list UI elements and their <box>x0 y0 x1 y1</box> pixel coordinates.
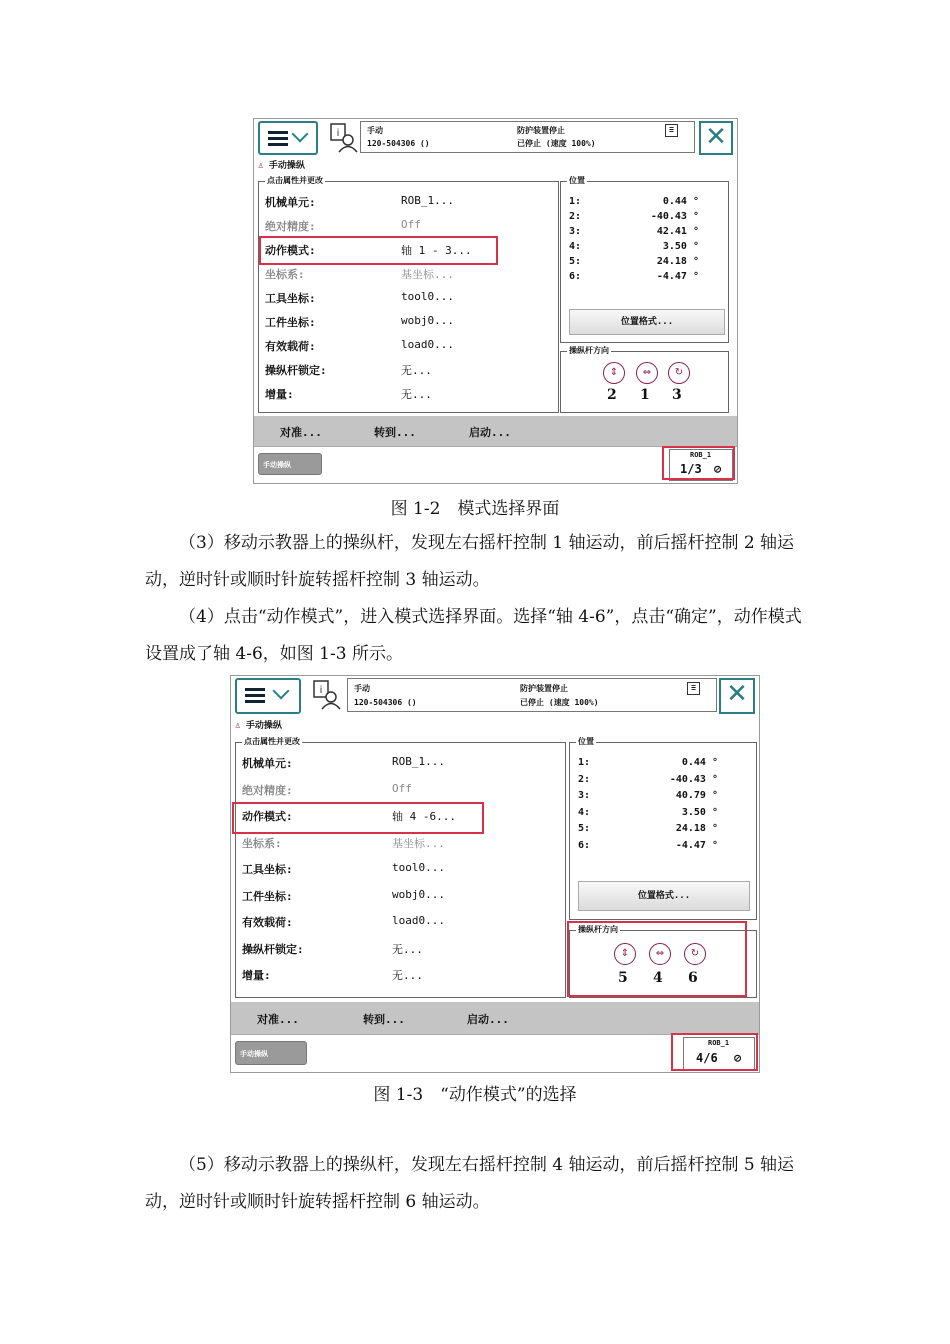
page-title: ♙ 手动操纵 <box>258 161 305 171</box>
property-label: 操纵杆锁定: <box>265 364 327 377</box>
axis-angle: 3.50 ° <box>681 806 718 818</box>
axis-angle: 0.44 ° <box>681 757 718 768</box>
close-button[interactable]: ✕ <box>699 121 733 155</box>
axis-angle: 24.18 ° <box>675 823 718 834</box>
property-label: 机械单元: <box>265 196 316 209</box>
joystick-updown-icon: ⇕ <box>603 362 625 384</box>
axis-angle: 40.79 ° <box>675 790 718 801</box>
position-legend: 位置 <box>578 737 594 746</box>
task-jog-button[interactable]: 手动操纵 <box>235 1041 307 1065</box>
rob-label: ROB_1 <box>708 1039 730 1047</box>
property-value: 无... <box>392 969 423 982</box>
main-menu-button[interactable] <box>235 678 301 714</box>
property-value: wobj0... <box>392 887 445 901</box>
safety-text: 防护装置停止 <box>520 684 568 693</box>
property-value: load0... <box>392 914 445 927</box>
axis-number: 3: <box>569 226 582 237</box>
property-label: 增量: <box>265 388 294 401</box>
safety-text: 防护装置停止 <box>517 126 565 135</box>
highlight-quickset <box>662 446 735 480</box>
header-bar <box>254 119 737 159</box>
axis-number: 5: <box>569 256 582 267</box>
axis-fraction: 1/3 <box>680 462 702 476</box>
action-bar <box>231 1002 759 1034</box>
header-bar <box>231 676 759 716</box>
highlight-action-mode <box>259 236 498 265</box>
axis-number: 6: <box>578 839 591 851</box>
property-label: 绝对精度: <box>265 220 316 233</box>
mode-text: 手动 <box>367 126 383 135</box>
axis-number: 2: <box>569 211 582 222</box>
status-box[interactable] <box>360 121 695 153</box>
axis-number: 5: <box>578 823 591 834</box>
axis-number: 3: <box>578 790 591 801</box>
joystick-number: 1 <box>640 387 650 403</box>
activate-button[interactable]: 启动... <box>467 1013 509 1026</box>
property-label: 工具坐标: <box>242 863 293 876</box>
joystick-number: 6 <box>688 970 698 986</box>
joystick-legend: 操纵杆方向 <box>578 925 618 934</box>
joystick-leftright-icon: ⇔ <box>649 943 671 965</box>
axis-number: 1: <box>578 757 591 768</box>
chevron-down-icon <box>292 126 309 143</box>
property-label: 动作模式: <box>242 810 293 823</box>
axis-number: 4: <box>569 241 582 252</box>
event-flag-icon: ≡ <box>665 124 678 137</box>
jog-icon: ♙ <box>258 161 264 171</box>
axis-angle: 42.41 ° <box>656 226 699 237</box>
property-value: ROB_1... <box>392 755 445 768</box>
close-button[interactable]: ✕ <box>719 678 755 714</box>
property-label: 有效载荷: <box>265 340 316 353</box>
svg-text:i: i <box>336 128 340 139</box>
property-value: 基坐标... <box>392 836 445 850</box>
axis-fraction: 4/6 <box>696 1051 718 1065</box>
activate-button[interactable]: 启动... <box>469 426 511 439</box>
axis-angle: -4.47 ° <box>656 271 699 282</box>
property-value: ROB_1... <box>401 194 454 207</box>
property-label: 工件坐标: <box>242 889 293 903</box>
property-value: load0... <box>401 338 454 351</box>
properties-panel <box>235 737 566 998</box>
property-label: 增量: <box>242 969 271 982</box>
device-text: 120-504306 () <box>354 698 417 707</box>
increment-icon: ⊘ <box>734 1051 742 1065</box>
property-value: wobj0... <box>401 314 454 327</box>
device-text: 120-504306 () <box>367 139 430 148</box>
axis-angle: 24.18 ° <box>656 256 699 267</box>
align-button[interactable]: 对准... <box>280 426 322 439</box>
state-text: 已停止 (速度 100%) <box>517 139 596 148</box>
task-jog-button[interactable]: 手动操纵 <box>258 453 322 475</box>
axis-angle: -40.43 ° <box>669 773 718 785</box>
axis-number: 4: <box>578 806 591 818</box>
mode-text: 手动 <box>354 684 370 693</box>
property-value: 轴 1 - 3... <box>401 244 472 257</box>
axis-angle: 3.50 ° <box>662 241 699 252</box>
axis-angle: -4.47 ° <box>675 839 718 851</box>
property-label: 动作模式: <box>265 244 316 257</box>
joystick-number: 5 <box>618 970 628 986</box>
property-label: 操纵杆锁定: <box>242 942 304 956</box>
property-label: 坐标系: <box>242 836 282 850</box>
axis-angle: 0.44 ° <box>662 196 699 207</box>
rob-label: ROB_1 <box>690 451 712 459</box>
position-legend: 位置 <box>569 176 585 185</box>
property-value: 无... <box>392 942 423 956</box>
highlight-quickset <box>671 1033 758 1071</box>
position-format-button[interactable]: 位置格式... <box>578 881 750 911</box>
property-label: 机械单元: <box>242 757 293 770</box>
action-bar <box>254 416 737 446</box>
axis-number: 1: <box>569 196 582 207</box>
jog-icon: ♙ <box>235 721 241 731</box>
highlight-action-mode <box>232 802 484 834</box>
axis-angle: -40.43 ° <box>650 211 699 222</box>
joystick-panel <box>560 346 729 413</box>
chevron-down-icon <box>273 683 290 700</box>
property-value: Off <box>401 218 421 231</box>
paragraph-4: （4）点击“动作模式”，进入模式选择界面。选择“轴 4-6”，点击“确定”，动作模式设置成了轴 4-6，如图 1-3 所示。 <box>145 607 802 664</box>
properties-panel <box>258 176 559 413</box>
user-info-icon[interactable] <box>328 121 358 153</box>
joystick-legend: 操纵杆方向 <box>569 346 609 355</box>
property-label: 绝对精度: <box>242 783 293 797</box>
menu-icon <box>268 131 288 149</box>
property-value: 无... <box>401 388 432 401</box>
increment-icon: ⊘ <box>714 462 722 476</box>
axis-number: 6: <box>569 271 582 282</box>
property-value: 基坐标... <box>401 268 454 281</box>
position-format-button[interactable]: 位置格式... <box>569 309 725 335</box>
user-info-icon[interactable] <box>311 678 341 710</box>
property-value: 无... <box>401 364 432 377</box>
axis-number: 2: <box>578 773 591 785</box>
paragraph-3: （3）移动示教器上的操纵杆，发现左右摇杆控制 1 轴运动，前后摇杆控制 2 轴运动，逆时针或顺时针旋转摇杆控制 3 轴运动。 <box>145 533 795 590</box>
goto-button[interactable]: 转到... <box>374 426 416 439</box>
page-title: ♙ 手动操纵 <box>235 721 282 731</box>
goto-button[interactable]: 转到... <box>363 1013 405 1026</box>
property-value: Off <box>392 781 412 795</box>
figure-1-caption: 图 1-2 模式选择界面 <box>390 499 560 519</box>
main-menu-button[interactable] <box>258 121 318 155</box>
joystick-number: 2 <box>607 387 617 403</box>
svg-text:i: i <box>319 685 323 696</box>
joystick-updown-icon: ⇕ <box>614 943 636 965</box>
property-label: 工具坐标: <box>265 292 316 305</box>
joystick-number: 4 <box>653 970 663 986</box>
property-label: 坐标系: <box>265 268 305 281</box>
property-label: 工件坐标: <box>265 316 316 329</box>
status-box[interactable] <box>347 678 717 712</box>
properties-legend: 点击属性并更改 <box>244 737 300 746</box>
joystick-rotate-icon: ↻ <box>668 362 690 384</box>
joystick-leftright-icon: ⇔ <box>636 362 658 384</box>
position-panel <box>560 176 729 343</box>
property-value: 轴 4 -6... <box>392 810 456 823</box>
paragraph-5: （5）移动示教器上的操纵杆，发现左右摇杆控制 4 轴运动，前后摇杆控制 5 轴运动，逆时针或顺时针旋转摇杆控制 6 轴运动。 <box>145 1155 795 1212</box>
properties-legend: 点击属性并更改 <box>267 176 323 185</box>
property-value: tool0... <box>401 290 454 303</box>
joystick-number: 3 <box>672 387 682 403</box>
position-panel <box>569 737 757 920</box>
align-button[interactable]: 对准... <box>257 1013 299 1026</box>
joystick-rotate-icon: ↻ <box>684 943 706 965</box>
property-value: tool0... <box>392 861 445 874</box>
property-label: 有效载荷: <box>242 916 293 929</box>
state-text: 已停止 (速度 100%) <box>520 698 599 707</box>
event-flag-icon: ≡ <box>687 682 700 695</box>
highlight-joystick <box>567 921 747 997</box>
menu-icon <box>245 688 265 706</box>
figure-1-screenshot <box>253 118 738 484</box>
figure-2-caption: 图 1-3 “动作模式”的选择 <box>373 1085 577 1105</box>
figure-2-screenshot <box>230 675 760 1073</box>
